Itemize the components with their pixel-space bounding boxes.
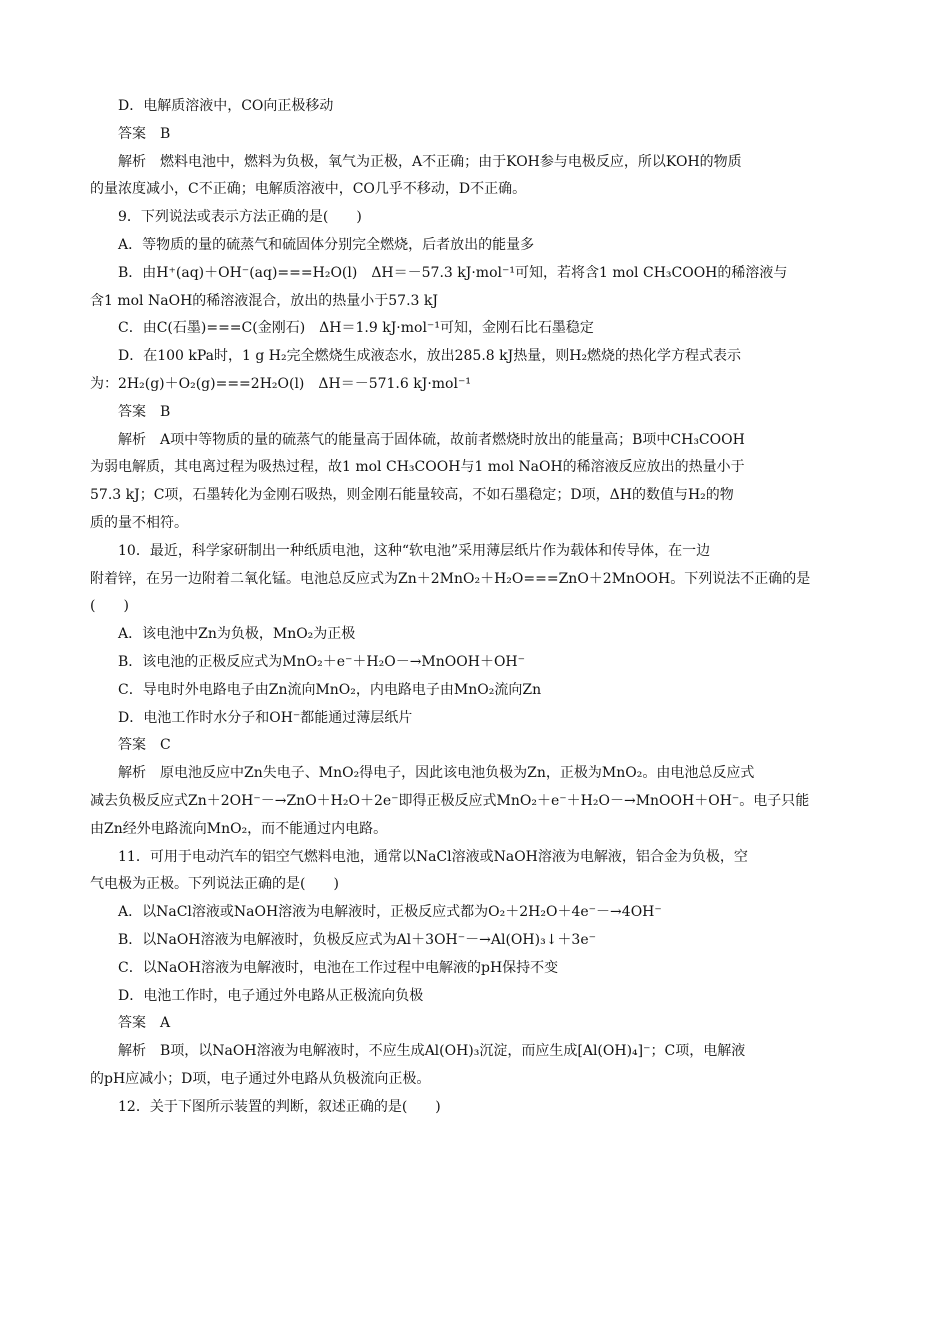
text-line: C．由C(石墨)===C(金刚石) ΔH＝1.9 kJ·mol⁻¹可知，金刚石比石墨稳定	[118, 320, 594, 337]
text-line: 含1 mol NaOH的稀溶液混合，放出的热量小于57.3 kJ	[90, 292, 438, 309]
text-line: 为：2H₂(g)＋O₂(g)===2H₂O(l) ΔH＝－571.6 kJ·mol⁻¹	[90, 375, 471, 392]
text-line: D．电池工作时水分子和OH⁻都能通过薄层纸片	[118, 709, 413, 726]
text-line: 的pH应减小；D项，电子通过外电路从负极流向正极。	[90, 1070, 431, 1087]
text-line: A．以NaCl溶液或NaOH溶液为电解液时，正极反应式都为O₂＋2H₂O＋4e⁻－→4OH⁻	[118, 904, 662, 921]
document-page	[90, 93, 865, 1121]
text-line: B．该电池的正极反应式为MnO₂＋e⁻＋H₂O－→MnOOH＋OH⁻	[118, 653, 526, 670]
text-line: D．电解质溶液中，CO向正极移动	[118, 98, 334, 114]
text-line: 解析 A项中等物质的量的硫蒸气的能量高于固体硫，故前者燃烧时放出的能量高；B项中CH₃COOH	[118, 431, 745, 448]
text-line: 57.3 kJ；C项，石墨转化为金刚石吸热，则金刚石能量较高，不如石墨稳定；D项，ΔH的数值与H₂的物	[90, 487, 734, 504]
text-line: C．以NaOH溶液为电解液时，电池在工作过程中电解液的pH保持不变	[118, 959, 559, 976]
text-line: 答案 A	[118, 1015, 171, 1032]
text-line: 解析 原电池反应中Zn失电子、MnO₂得电子，因此该电池负极为Zn，正极为MnO₂。由电池总反应式	[118, 765, 755, 782]
text-line: 气电极为正极。下列说法正确的是( )	[90, 876, 339, 893]
text-line: 附着锌，在另一边附着二氧化锰。电池总反应式为Zn＋2MnO₂＋H₂O===ZnO＋2MnOOH。下列说法不正确的是	[90, 570, 811, 587]
text-line: 答案 B	[118, 403, 171, 420]
text-line: C．导电时外电路电子由Zn流向MnO₂，内电路电子由MnO₂流向Zn	[118, 681, 542, 698]
text-line: 由Zn经外电路流向MnO₂，而不能通过内电路。	[90, 820, 388, 837]
text-line: 答案 C	[118, 737, 171, 754]
text-line: 质的量不相符。	[90, 514, 188, 531]
text-line: 的量浓度减小，C不正确；电解质溶液中，CO几乎不移动，D不正确。	[90, 181, 527, 198]
text-line: 11．可用于电动汽车的铝空气燃料电池，通常以NaCl溶液或NaOH溶液为电解液，铝合金为负极，空	[118, 848, 748, 865]
text-line: 10．最近，科学家研制出一种纸质电池，这种“软电池”采用薄层纸片作为载体和传导体，在一边	[118, 542, 711, 559]
text-line: B．由H⁺(aq)＋OH⁻(aq)===H₂O(l) ΔH＝－57.3 kJ·mol⁻¹可知，若将含1 mol CH₃COOH的稀溶液与	[118, 264, 788, 281]
text-line: 为弱电解质，其电离过程为吸热过程，故1 mol CH₃COOH与1 mol NaOH的稀溶液反应放出的热量小于	[90, 459, 745, 476]
text-line: 12．关于下图所示装置的判断，叙述正确的是( )	[118, 1098, 441, 1115]
text-line: D．在100 kPa时，1 g H₂完全燃烧生成液态水，放出285.8 kJ热量，则H₂燃烧的热化学方程式表示	[118, 348, 742, 365]
text-line: 9．下列说法或表示方法正确的是( )	[118, 209, 362, 226]
text-line: B．以NaOH溶液为电解液时，负极反应式为Al＋3OH⁻－→Al(OH)₃↓＋3e⁻	[118, 931, 596, 948]
text-line: 解析 B项，以NaOH溶液为电解液时，不应生成Al(OH)₃沉淀，而应生成[Al(OH)₄]⁻；C项，电解液	[118, 1043, 746, 1060]
text-line: D．电池工作时，电子通过外电路从正极流向负极	[118, 987, 424, 1004]
text-line: 解析 燃料电池中，燃料为负极，氧气为正极，A不正确；由于KOH参与电极反应，所以KOH的物质	[118, 153, 742, 170]
text-line: 减去负极反应式Zn＋2OH⁻－→ZnO＋H₂O＋2e⁻即得正极反应式MnO₂＋e⁻＋H₂O－→MnOOH＋OH⁻。电子只能	[90, 792, 810, 809]
text-line: A．该电池中Zn为负极，MnO₂为正极	[118, 626, 356, 643]
text-line: 答案 B	[118, 125, 171, 142]
text-line: ( )	[90, 598, 129, 615]
text-line: A．等物质的量的硫蒸气和硫固体分别完全燃烧，后者放出的能量多	[118, 236, 535, 253]
